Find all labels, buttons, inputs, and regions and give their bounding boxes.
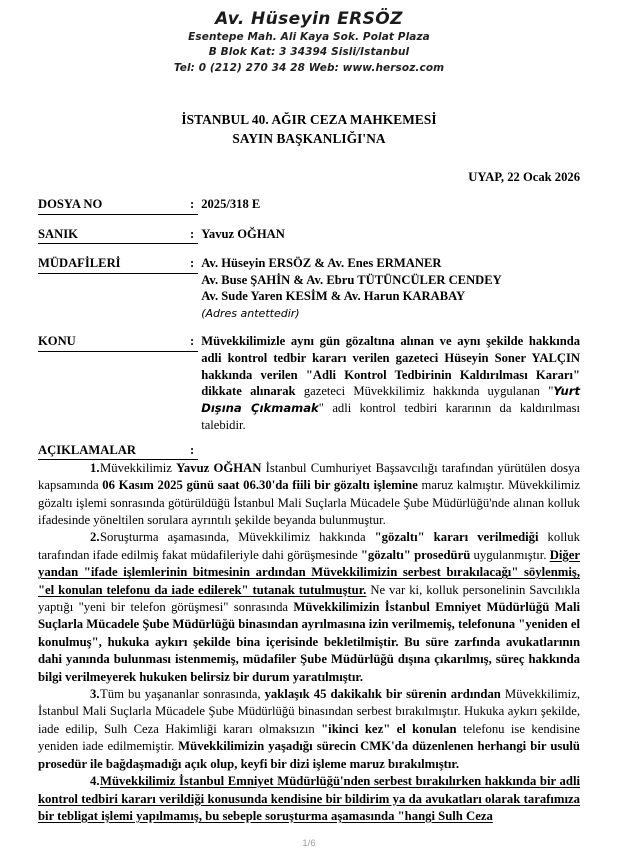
paragraph-number: 3. [90, 687, 100, 702]
mudafiler-label: MÜDAFİLERİ [38, 255, 190, 274]
mudafiler-colon: : [190, 255, 198, 274]
field-sanik [38, 226, 580, 245]
mudafiler-value [198, 255, 580, 322]
court-addressee: SAYIN BAŞKANLIĞI'NA [232, 131, 386, 146]
text-run-3: İstanbul Cumhuriyet Başsavcılığı tarafından yürütülen dosya kapsamında [38, 460, 580, 493]
aciklamalar-colon: : [190, 443, 198, 460]
text-run-4: 06 Kasım 2025 günü saat 06.30'da fiili bir gözaltı işlemine [102, 478, 418, 493]
konu-plain-part-1: gazeteci Müvekkilimiz hakkında uygulanan " [295, 384, 554, 399]
dosya-no-colon: : [190, 196, 198, 215]
firm-address-line-2: B Blok Kat: 3 34394 Sisli/Istanbul [208, 46, 410, 58]
text-run-1: Soruşturma aşamasında, Müvekkilimiz hakkında [100, 530, 375, 545]
paragraph-number: 1. [90, 460, 100, 475]
konu-bold-part: Müvekkilimizle aynı gün gözaltına alınan ve aynı şekilde hakkında adli kontrol tedbir kararı verilen gazeteci Hüseyin Soner YALÇIN hakkında verilen "Adli Kontrol Tedbirinin Kaldırılması Kararı" dikkate alınarak [201, 334, 580, 399]
text-run-5: telefonu ise kendisine yeniden iade edilmemiştir. [38, 721, 580, 754]
dosya-no-value: 2025/318 E [201, 197, 261, 211]
mudafiler-line-1: Av. Hüseyin ERSÖZ & Av. Enes ERMANER [201, 256, 442, 270]
sanik-colon: : [190, 226, 198, 245]
text-run-4: "gözaltı" prosedürü [360, 547, 471, 562]
text-run-1: Müvekkilimiz İstanbul Emniyet Müdürlüğü'nden serbest bırakılırken hakkında bir adli kontrol tedbiri kararı verildiği konusunda kendisine bir bildirim ya da avukatları olarak tarafımıza bir tebligat işlemi yapılmamış, bu sebeple soruşturma aşamasında "hangi Sulh Ceza [38, 774, 580, 823]
text-run-5: maruz kalmıştır. Müvekkilimiz gözaltı işlemi sonrasında götürüldüğü İstanbul Mali Suçlarla Mücadele Şube Müdürlüğü'nde alınan kolluk ifadesinde yöneltilen sorulara ayrıntılı şekilde beyanda bulunmuştur. [38, 478, 580, 527]
field-dosya-no [38, 196, 580, 215]
text-run-6: Diğer yandan "ifade işlemlerinin bitmesinin ardından Müvekkilimizin serbest bırakılacağı" söylenmiş, "el konulan telefonu da iade edilerek" tutanak tutulmuştur. [38, 547, 580, 597]
page-number: 1/6 [302, 838, 316, 849]
dosya-no-label: DOSYA NO [38, 196, 190, 215]
text-run-3: kolluk tarafından ifade edilmiş fakat müdafileriyle dahi görüşmesinde [38, 530, 580, 562]
field-aciklamalar [38, 443, 580, 460]
aciklamalar-label: AÇIKLAMALAR [38, 443, 190, 460]
text-run-7: Ne var ki, kolluk personelinin Savcılıkla yaptığı "yeni bir telefon görüşmesi" sonrasında [38, 582, 581, 615]
paragraph-2 [38, 529, 580, 686]
firm-name: Av. Hüseyin ERSÖZ [215, 9, 403, 29]
court-heading [0, 110, 618, 148]
konu-italic-part: Yurt Dışına Çıkmamak [201, 384, 581, 416]
sanik-value: Yavuz OĞHAN [201, 226, 285, 241]
paragraph-number: 4. [90, 774, 100, 789]
document-body [0, 196, 618, 825]
filing-date: UYAP, 22 Ocak 2026 [468, 170, 580, 184]
paragraph-number: 2. [90, 530, 100, 545]
text-run-1: Tüm bu yaşananlar sonrasında, [100, 687, 265, 702]
paragraph-4 [38, 773, 580, 825]
mudafiler-line-3: Av. Sude Yaren KESİM & Av. Harun KARABAY [201, 289, 466, 303]
field-konu [38, 333, 580, 434]
paragraph-1 [38, 460, 580, 530]
konu-colon: : [190, 333, 198, 352]
text-run-6: Müvekkilimizin yaşadığı sürecin CMK'da düzenlenen herhangi bir usulü prosedür ile bağdaşmadığı açık olup, keyfi bir dizi işleme maruz bırakılmıştır. [38, 739, 580, 771]
text-run-8: Müvekkilimizin İstanbul Emniyet Müdürlüğü Mali Suçlarla Mücadele Şube Müdürlüğü binasından ayrılmasına izin verilmemiş, telefonuna "yeniden el konulmuş", hukuka aykırı şekilde bina içerisinde bekletilmiştir. Bu süre zarfında avukatlarının dahi yanında bulunması istenmemiş, müdafiler Şube Müdürlüğü dışına çıkarılmış, süreç hakkında bilgi verilmeyerek hukuken belirsiz bir durum yaratılmıştır. [38, 600, 580, 684]
konu-plain-part-2: " adli kontrol tedbiri kararının da kaldırılması talebidir. [201, 401, 580, 432]
text-run-1: Müvekkilimiz [100, 460, 177, 475]
text-run-2: Yavuz OĞHAN [176, 460, 262, 475]
mudafiler-address-note: (Adres antettedir) [201, 306, 300, 320]
paragraph-3 [38, 686, 580, 773]
text-run-2: "gözaltı" kararı verilmediği [374, 530, 539, 545]
firm-address-line-1: Esentepe Mah. Ali Kaya Sok. Polat Plaza [188, 31, 430, 43]
text-run-5: uygulanmıştır. [470, 547, 550, 562]
letterhead [0, 0, 618, 76]
firm-contact: Tel: 0 (212) 270 34 28 Web: www.hersoz.com [173, 62, 445, 74]
text-run-4: "ikinci kez" el konulan [321, 721, 457, 736]
konu-value [198, 333, 580, 434]
court-name: İSTANBUL 40. AĞIR CEZA MAHKEMESİ [181, 112, 437, 127]
text-run-3: Müvekkilimiz, İstanbul Mali Suçlarla Mücadele Şube Müdürlüğü binasından serbest bırakılmıştır. Hukuka aykırı şekilde, iade edilip, Sulh Ceza Hakimliği kararı olmaksızın [38, 687, 580, 736]
konu-label: KONU [38, 333, 190, 352]
paragraph-list [38, 460, 580, 826]
sanik-label: SANIK [38, 226, 190, 245]
mudafiler-line-2: Av. Buse ŞAHİN & Av. Ebru TÜTÜNCÜLER CENDEY [201, 272, 502, 287]
text-run-2: yaklaşık 45 dakikalık bir sürenin ardından [264, 687, 501, 702]
field-mudafiler [38, 255, 580, 322]
